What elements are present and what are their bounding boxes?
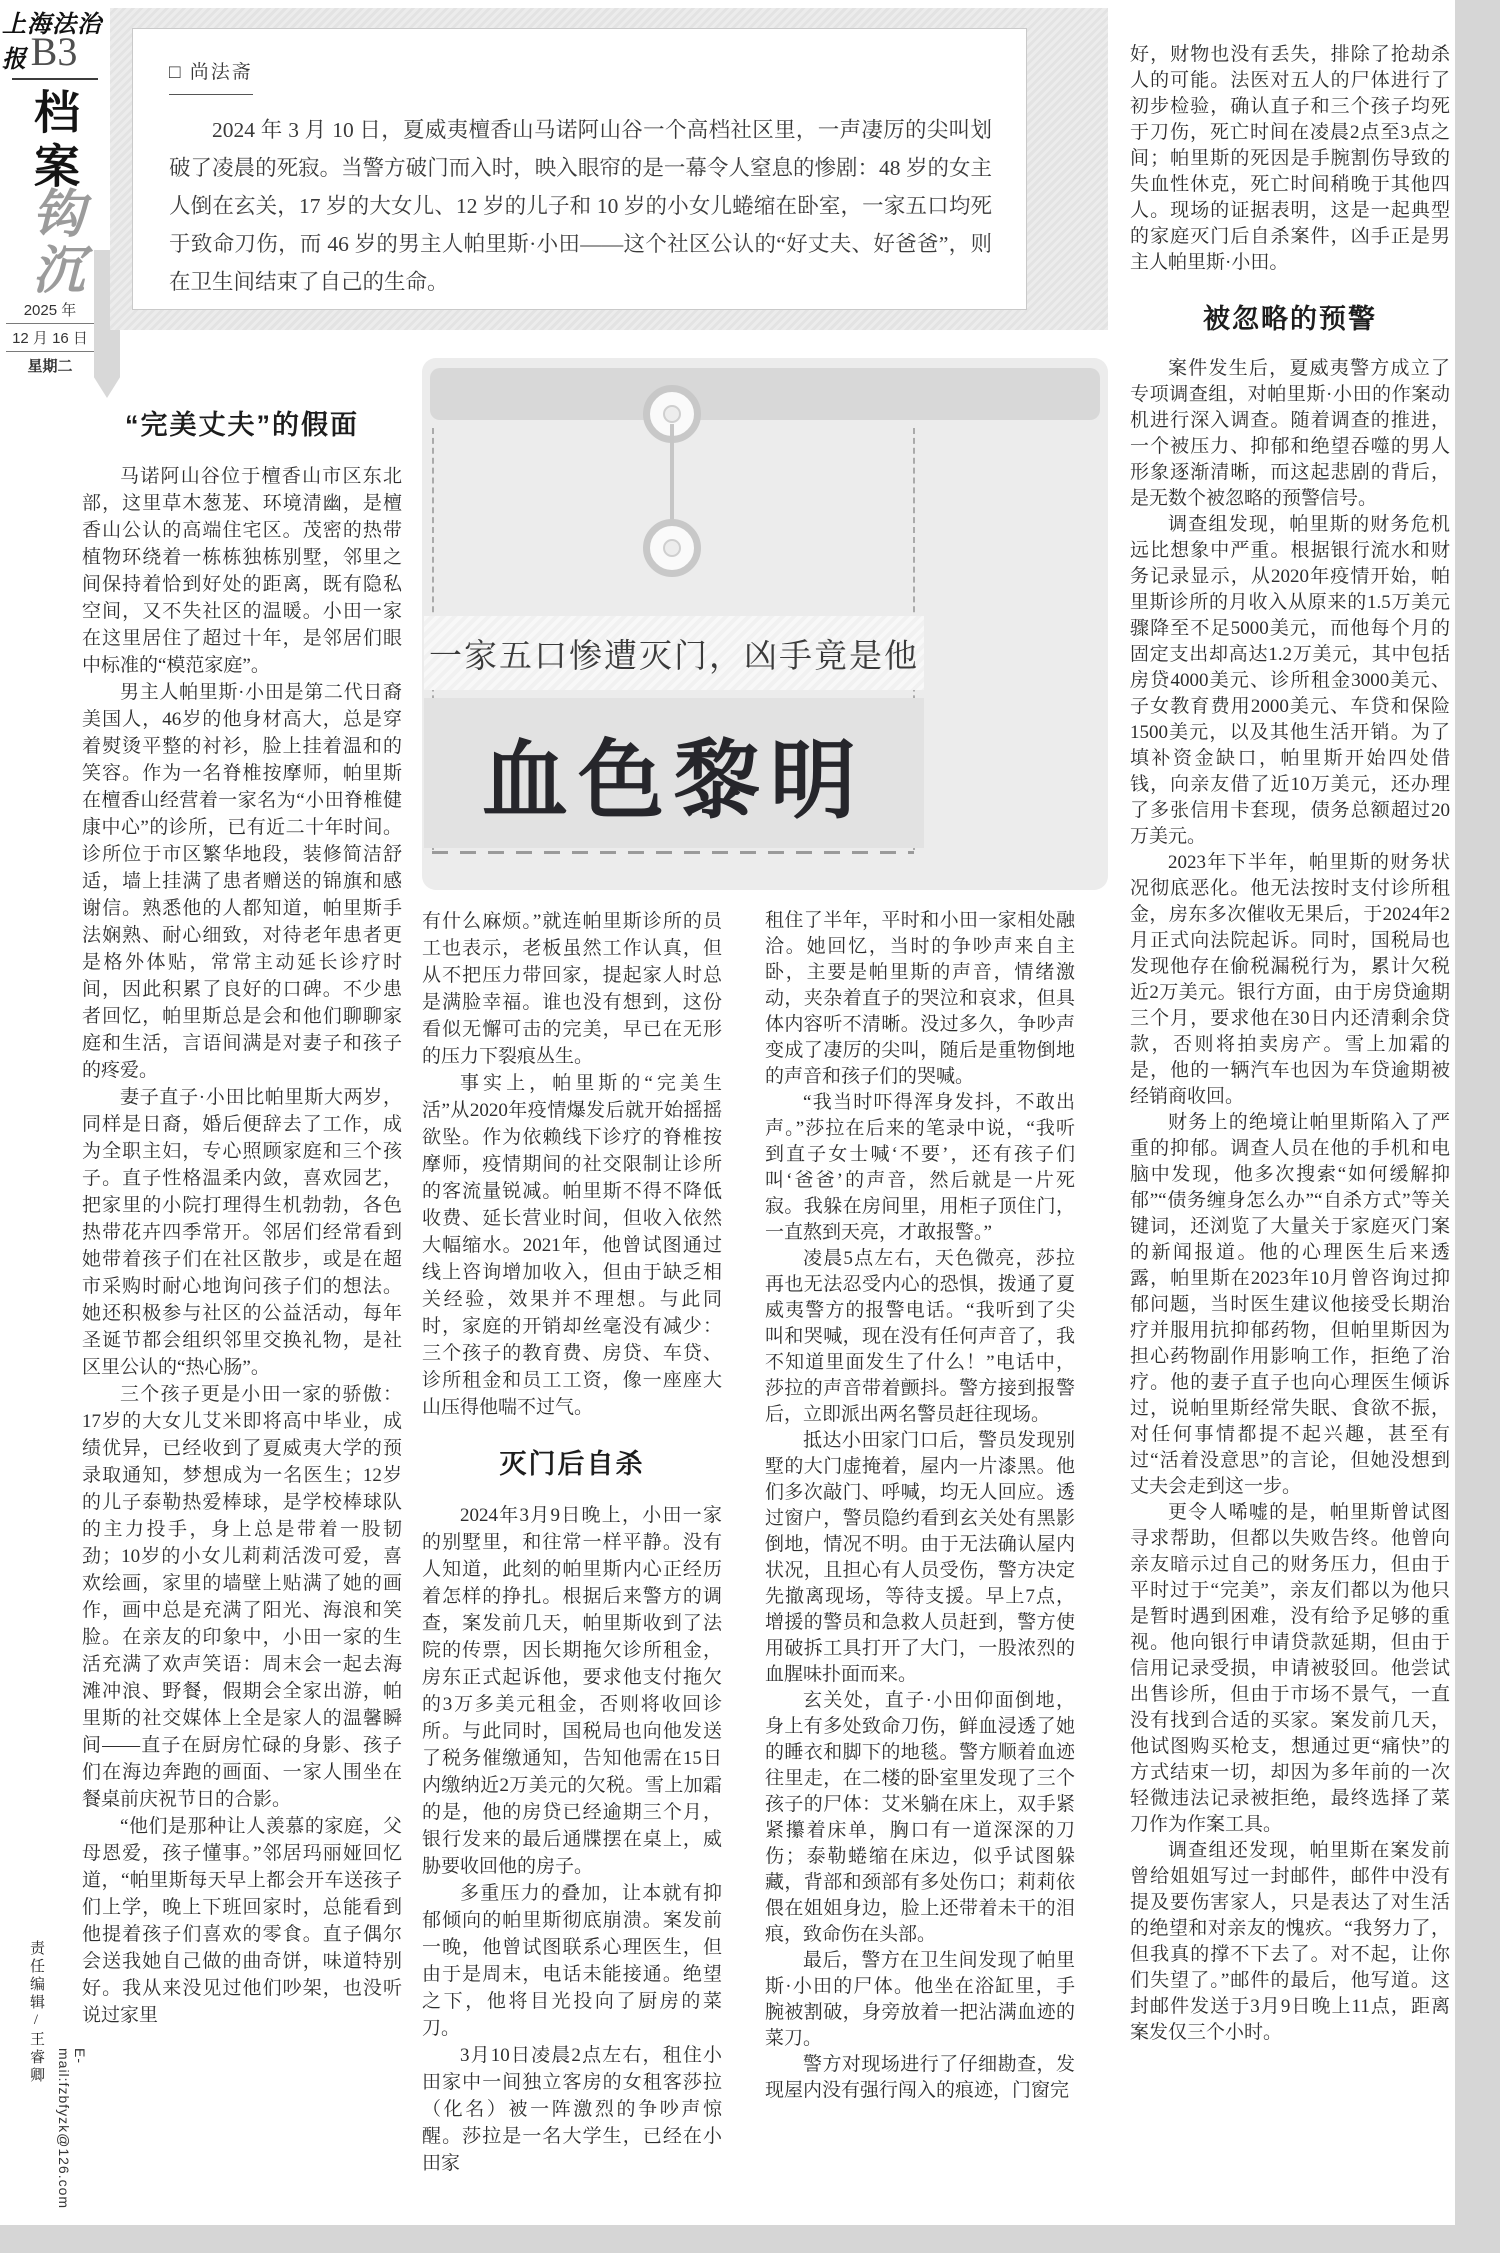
body-paragraph: 有什么麻烦。”就连帕里斯诊所的员工也表示，老板虽然工作认真，但从不把压力带回家，提起家人时总是满脸幸福。谁也没有想到，这份看似无懈可击的完美，早已在无形的压力下裂痕丛生。 bbox=[422, 911, 722, 1067]
lead-box bbox=[110, 8, 1108, 330]
body-paragraph: 租住了半年，平时和小田一家相处融洽。她回忆，当时的争吵声来自主卧，主要是帕里斯的声音，情绪激动，夹杂着直子的哭泣和哀求，但具体内容听不清晰。没过多久，争吵声变成了凄厉的尖叫，随后是重物倒地的声音和孩子们的哭喊。 bbox=[765, 910, 1075, 1087]
lead-paragraph: 2024 年 3 月 10 日，夏威夷檀香山马诺阿山谷一个高档社区里，一声凄厉的尖叫划破了凌晨的死寂。当警方破门而入时，映入眼帘的是一幕令人窒息的惨剧：48 岁的女主人倒在玄关，17 岁的大女儿、12 岁的儿子和 10 岁的小女儿蜷缩在卧室，一家五口均死于致命刀伤，而 46 岁的男主人帕里斯·小田——这个社区公认的“好丈夫、好爸爸”，则在卫生间结束了自己的生命。 bbox=[169, 118, 992, 294]
body-paragraph: “他们是那种让人羡慕的家庭，父母恩爱，孩子懂事。”邻居玛丽娅回忆道，“帕里斯每天早上都会开车送孩子们上学，晚上下班回家时，总能看到他提着孩子们喜欢的零食。直子偶尔会送我她自己做的曲奇饼，味道特别好。我从来没见过他们吵架，也没听说过家里 bbox=[82, 1816, 402, 2026]
body-paragraph: 妻子直子·小田比帕里斯大两岁，同样是日裔，婚后便辞去了工作，成为全职主妇，专心照顾家庭和三个孩子。直子性格温柔内敛，喜欢园艺，把家里的小院打理得生机勃勃，各色热带花卉四季常开。邻居们经常看到她带着孩子们在社区散步，或是在超市采购时耐心地询问孩子们的想法。她还积极参与社区的公益活动，每年圣诞节都会组织邻里交换礼物，是社区里公认的“热心肠”。 bbox=[82, 1087, 402, 1378]
masthead-rule bbox=[12, 78, 98, 80]
section-subtitle-vertical: 钩沉 bbox=[24, 186, 81, 298]
envelope-flap-bar bbox=[430, 368, 1100, 420]
body-paragraph: 调查组还发现，帕里斯在案发前曾给姐姐写过一封邮件，邮件中没有提及要伤害家人，只是表达了对生活的绝望和对亲友的愧疚。“我努力了，但我真的撑不下去了。对不起，让你们失望了。”邮件的最后，他写道。这封邮件发送于3月9日晚上11点，距离案发仅三个小时。 bbox=[1130, 1840, 1450, 2043]
section-heading: 被忽略的预警 bbox=[1203, 304, 1377, 334]
article-column-2 bbox=[422, 908, 722, 2177]
section-heading: 灭门后自杀 bbox=[499, 1449, 645, 1479]
page-number: B3 bbox=[30, 29, 78, 74]
body-paragraph: “我当时吓得浑身发抖，不敢出声。”莎拉在后来的笔录中说，“我听到直子女士喊‘不要’，还有孩子们叫‘爸爸’的声音，然后就是一片死寂。我躲在房间里，用柜子顶住门，一直熬到天亮，才敢报警。” bbox=[765, 1092, 1075, 1243]
headline-title-band bbox=[424, 698, 924, 848]
page-margin-right bbox=[1455, 0, 1500, 2253]
body-paragraph: 2023年下半年，帕里斯的财务状况彻底恶化。他无法按时支付诊所租金，房东多次催收无果后，于2024年2月正式向法院起诉。同时，国税局也发现他存在偷税漏税行为，累计欠税近2万美元。银行方面，由于房贷逾期三个月，要求他在30日内还清剩余贷款，否则将拍卖房产。雪上加霜的是，他的一辆汽车也因为车贷逾期被经销商收回。 bbox=[1130, 852, 1450, 1107]
body-paragraph: 三个孩子更是小田一家的骄傲：17岁的大女儿艾米即将高中毕业，成绩优异，已经收到了夏威夷大学的预录取通知，梦想成为一名医生；12岁的儿子泰勒热爱棒球，是学校棒球队的主力投手，身上总是带着一股韧劲；10岁的小女儿莉莉活泼可爱，喜欢绘画，家里的墙壁上贴满了她的画作，画中总是充满了阳光、海浪和笑脸。在亲友的印象中，小田一家的生活充满了欢声笑语：周末会一起去海滩冲浪、野餐，假期会全家出游，帕里斯的社交媒体上全是家人的温馨瞬间——直子在厨房忙碌的身影、孩子们在海边奔跑的画面、一家人围坐在餐桌前庆祝节日的合影。 bbox=[82, 1384, 402, 1810]
body-paragraph: 最后，警方在卫生间发现了帕里斯·小田的尸体。他坐在浴缸里，手腕被割破，身旁放着一把沾满血迹的菜刀。 bbox=[765, 1950, 1075, 2049]
body-paragraph: 财务上的绝境让帕里斯陷入了严重的抑郁。调查人员在他的手机和电脑中发现，他多次搜索“如何缓解抑郁”“债务缠身怎么办”“自杀方式”等关键词，还浏览了大量关于家庭灭门案的新闻报道。他的心理医生后来透露，帕里斯在2023年10月曾咨询过抑郁问题，当时医生建议他接受长期治疗并服用抗抑郁药物，但帕里斯因为担心药物副作用影响工作，拒绝了治疗。他的妻子直子也向心理医生倾诉过，说帕里斯经常失眠、食欲不振，对任何事情都提不起兴趣，甚至有过“活着没意思”的言论，但她没想到丈夫会走到这一步。 bbox=[1130, 1112, 1450, 1497]
grommet-dot-icon bbox=[663, 405, 681, 423]
body-paragraph: 多重压力的叠加，让本就有抑郁倾向的帕里斯彻底崩溃。案发前一晚，他曾试图联系心理医生，但由于是周末，电话未能接通。绝望之下，他将目光投向了厨房的菜刀。 bbox=[422, 1883, 722, 2039]
lead-box-inner bbox=[132, 28, 1027, 310]
dashed-border-bottom bbox=[432, 851, 914, 854]
body-paragraph: 好，财物也没有丢失，排除了抢劫杀人的可能。法医对五人的尸体进行了初步检验，确认直子和三个孩子均死于刀伤，死亡时间在凌晨2点至3点之间；帕里斯的死因是手腕割伤导致的失血性休克，死亡时间稍晚于其他四人。现场的证据表明，这是一起典型的家庭灭门后自杀案件，凶手正是男主人帕里斯·小田。 bbox=[1130, 44, 1450, 273]
headline-title: 血色黎明 bbox=[482, 733, 866, 829]
article-column-4 bbox=[1130, 42, 1450, 2046]
body-paragraph: 调查组发现，帕里斯的财务危机远比想象中严重。根据银行流水和财务记录显示，从2020年疫情开始，帕里斯诊所的月收入从原来的1.5万美元骤降至不足5000美元，而他每个月的固定支出却高达1.2万美元，其中包括房贷4000美元、诊所租金3000美元、子女教育费用2000美元、车贷和保险1500美元，以及其他生活开销。为了填补资金缺口，帕里斯开始四处借钱，向亲友借了近10万美元，还办理了多张信用卡套现，债务总额超过20万美元。 bbox=[1130, 514, 1450, 847]
editor-credit: 责任编辑/王睿卿 bbox=[28, 1940, 44, 2085]
article-column-3 bbox=[765, 908, 1075, 2104]
body-paragraph: 马诺阿山谷位于檀香山市区东北部，这里草木葱茏、环境清幽，是檀香山公认的高端住宅区。茂密的热带植物环绕着一栋栋独栋别墅，邻里之间保持着恰到好处的距离，既有隐私空间，又不失社区的温暖。小田一家在这里居住了超过十年，是邻居们眼中标准的“模范家庭”。 bbox=[82, 466, 402, 676]
headline-kicker: 一家五口惨遭灭门，凶手竟是他 bbox=[429, 636, 919, 674]
section-heading: “完美丈夫”的假面 bbox=[125, 410, 359, 440]
date-day: 12 月 16 日 bbox=[6, 323, 94, 351]
page-margin-bottom bbox=[0, 2225, 1500, 2253]
author-tag: □ 尚法斋 bbox=[169, 57, 253, 95]
date-block bbox=[6, 296, 94, 379]
date-year: 2025 年 bbox=[23, 302, 77, 319]
body-paragraph: 凌晨5点左右，天色微亮，莎拉再也无法忍受内心的恐惧，拨通了夏威夷警方的报警电话。“我听到了尖叫和哭喊，现在没有任何声音了，我不知道里面发生了什么！”电话中，莎拉的声音带着颤抖。警方接到报警后，立即派出两名警员赶往现场。 bbox=[765, 1248, 1075, 1425]
body-paragraph: 案件发生后，夏威夷警方成立了专项调查组，对帕里斯·小田的作案动机进行深入调查。随着调查的推进，一个被压力、抑郁和绝望吞噬的男人形象逐渐清晰，而这起悲剧的背后，是无数个被忽略的预警信号。 bbox=[1130, 358, 1450, 509]
grommet-dot-icon bbox=[663, 539, 681, 557]
grommet-bottom-icon bbox=[643, 519, 701, 577]
body-paragraph: 男主人帕里斯·小田是第二代日裔美国人，46岁的他身材高大，总是穿着熨烫平整的衬衫，脸上挂着温和的笑容。作为一名脊椎按摩师，帕里斯在檀香山经营着一家名为“小田脊椎健康中心”的诊所，已有近二十年时间。诊所位于市区繁华地段，装修简洁舒适，墙上挂满了患者赠送的锦旗和感谢信。熟悉他的人都知道，帕里斯手法娴熟、耐心细致，对待老年患者更是格外体贴，常常主动延长诊疗时间，因此积累了良好的口碑。不少患者回忆，帕里斯总是会和他们聊聊家庭和生活，言语间满是对妻子和孩子的疼爱。 bbox=[82, 682, 402, 1081]
section-title-vertical: 档案 bbox=[28, 88, 79, 196]
paper-name-logo: 上海法治报 bbox=[2, 12, 102, 73]
editor-email: E-mail:fzbfyzk@126.com bbox=[56, 2048, 88, 2210]
headline-kicker-band bbox=[424, 616, 924, 690]
body-paragraph: 更令人唏嘘的是，帕里斯曾试图寻求帮助，但都以失败告终。他曾向亲友暗示过自己的财务压力，但由于平时过于“完美”，亲友们都以为他只是暂时遇到困难，没有给予足够的重视。他向银行申请贷款延期，但由于信用记录受损，申请被驳回。他尝试出售诊所，但由于市场不景气，一直没有找到合适的买家。案发前几天，他试图购买枪支，想通过更“痛快”的方式结束一切，却因为多年前的一次轻微违法记录被拒绝，最终选择了菜刀作为作案工具。 bbox=[1130, 1502, 1450, 1835]
date-weekday: 星期二 bbox=[6, 351, 94, 379]
body-paragraph: 2024年3月9日晚上，小田一家的别墅里，和往常一样平静。没有人知道，此刻的帕里斯内心正经历着怎样的挣扎。根据后来警方的调查，案发前几天，帕里斯收到了法院的传票，因长期拖欠诊所租金，房东正式起诉他，要求他支付拖欠的3万多美元租金，否则将收回诊所。与此同时，国税局也向他发送了税务催缴通知，告知他需在15日内缴纳近2万美元的欠税。雪上加霜的是，他的房贷已经逾期三个月，银行发来的最后通牒摆在桌上，威胁要收回他的房子。 bbox=[422, 1505, 722, 1877]
body-paragraph: 抵达小田家门口后，警员发现别墅的大门虚掩着，屋内一片漆黑。他们多次敲门、呼喊，均无人回应。透过窗户，警员隐约看到玄关处有黑影倒地，情况不明。由于无法确认屋内状况，且担心有人员受伤，警方决定先撤离现场，等待支援。早上7点，增援的警员和急救人员赶到，警方使用破拆工具打开了大门，一股浓烈的血腥味扑面而来。 bbox=[765, 1430, 1075, 1685]
body-paragraph: 3月10日凌晨2点左右，租住小田家中一间独立客房的女租客莎拉（化名）被一阵激烈的争吵声惊醒。莎拉是一名大学生，已经在小田家 bbox=[422, 2045, 722, 2174]
envelope-graphic bbox=[422, 358, 1108, 890]
body-paragraph: 玄关处，直子·小田仰面倒地，身上有多处致命刀伤，鲜血浸透了她的睡衣和脚下的地毯。警方顺着血迹往里走，在二楼的卧室里发现了三个孩子的尸体：艾米躺在床上，双手紧紧攥着床单，胸口有一道深深的刀伤；泰勒蜷缩在床边，似乎试图躲藏，背部和颈部有多处伤口；莉莉依偎在姐姐身边，脸上还带着未干的泪痕，致命伤在头部。 bbox=[765, 1690, 1075, 1945]
body-paragraph: 事实上，帕里斯的“完美生活”从2020年疫情爆发后就开始摇摇欲坠。作为依赖线下诊疗的脊椎按摩师，疫情期间的社交限制让诊所的客流量锐减。帕里斯不得不降低收费、延长营业时间，但收入依然大幅缩水。2021年，他曾试图通过线上咨询增加收入，但由于缺乏相关经验，效果并不理想。与此同时，家庭的开销却丝毫没有减少：三个孩子的教育费、房贷、车贷、诊所租金和员工工资，像一座座大山压得他喘不过气。 bbox=[422, 1073, 722, 1418]
article-column-1 bbox=[82, 408, 402, 2029]
body-paragraph: 警方对现场进行了仔细勘查，发现屋内没有强行闯入的痕迹，门窗完 bbox=[765, 2054, 1075, 2101]
